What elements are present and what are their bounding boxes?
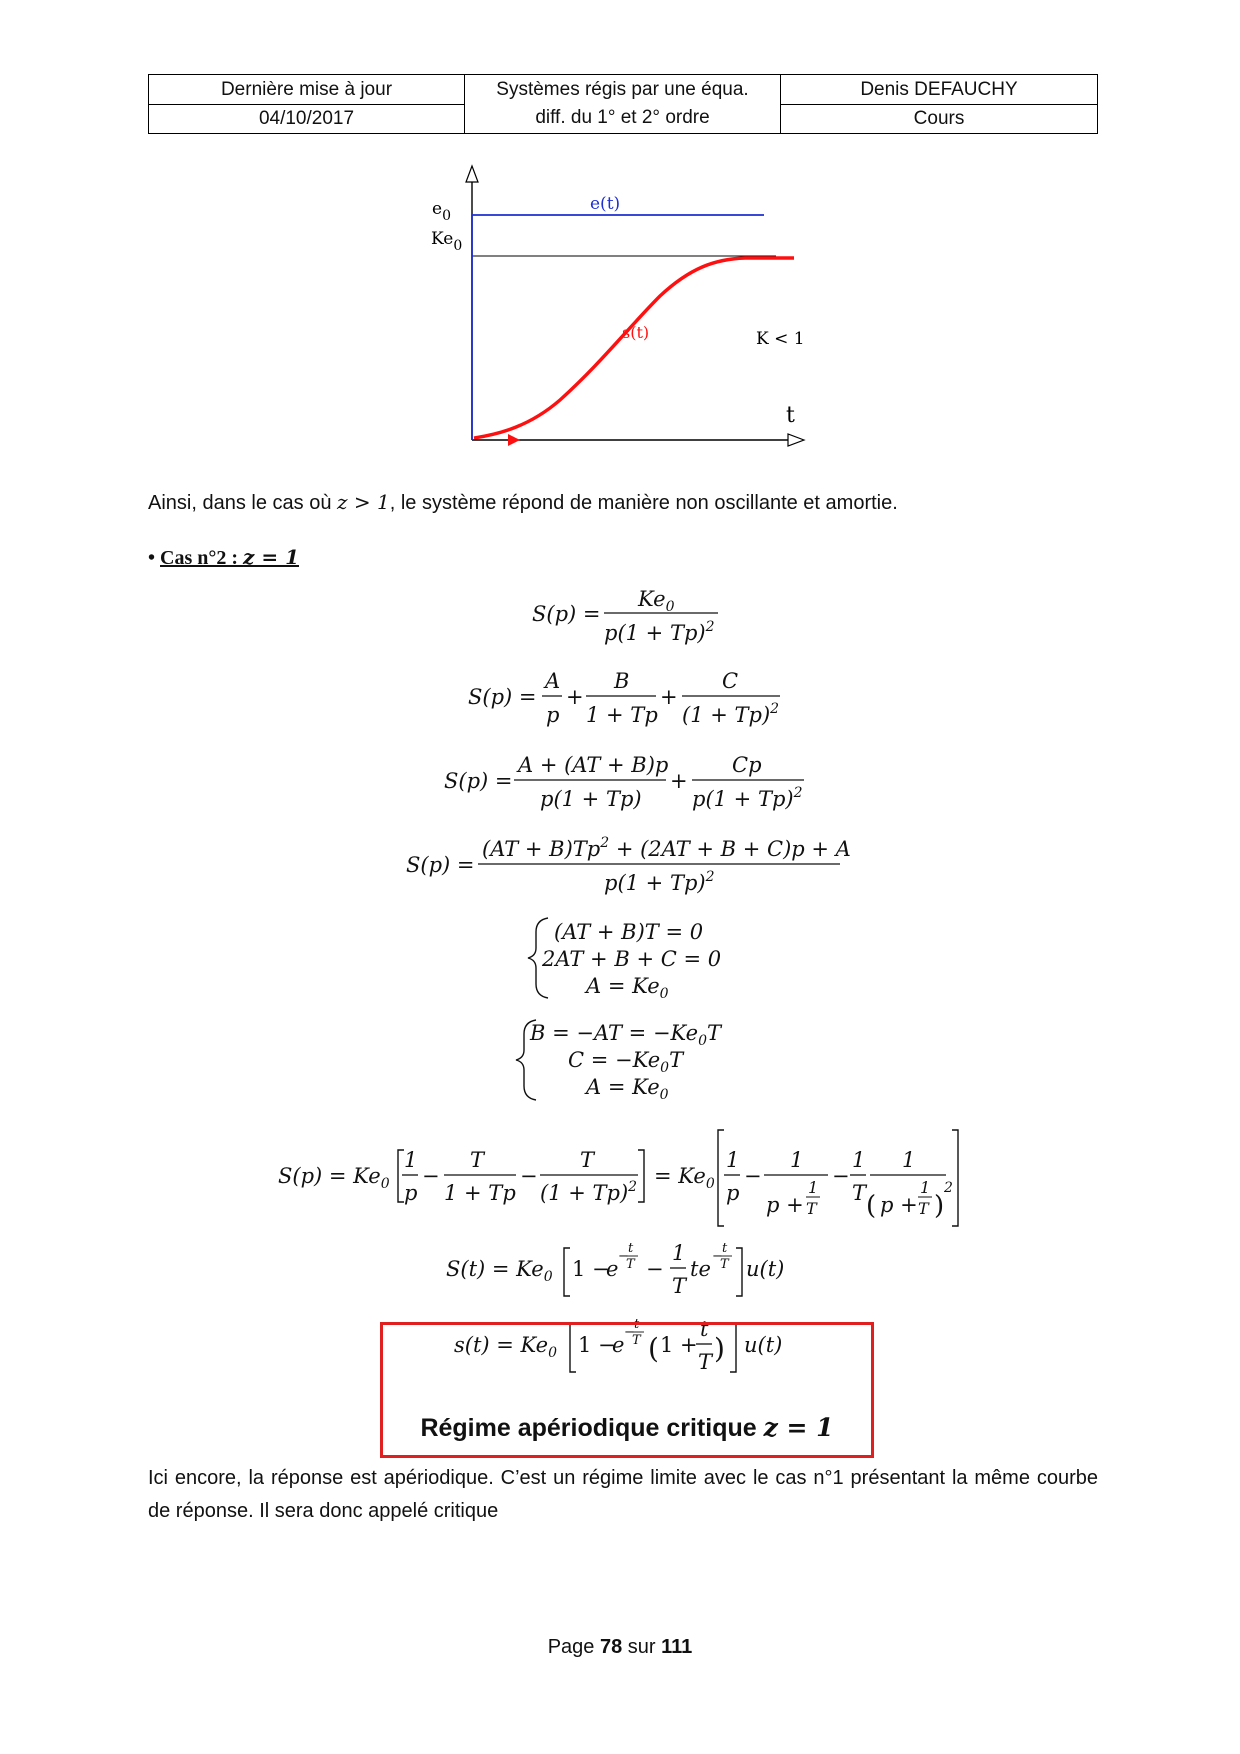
svg-text:−: − xyxy=(422,1164,440,1188)
svg-text:te: te xyxy=(690,1257,711,1281)
result-box xyxy=(380,1322,874,1458)
footer-prefix: Page xyxy=(547,1636,600,1658)
svg-text:u(t): u(t) xyxy=(744,1333,783,1357)
label-st: s(t) xyxy=(622,323,650,342)
svg-text:T: T xyxy=(806,1199,817,1218)
svg-text:): ) xyxy=(934,1191,945,1221)
author-name: Denis DEFAUCHY xyxy=(781,75,1097,105)
svg-text:S(p) =: S(p) = xyxy=(406,853,475,877)
svg-text:T: T xyxy=(470,1148,485,1172)
svg-text:t: t xyxy=(722,1241,728,1256)
svg-text:+: + xyxy=(670,769,688,793)
equation-1 xyxy=(532,587,718,645)
bullet-icon: • xyxy=(148,547,156,569)
svg-text:A: A xyxy=(545,669,561,693)
svg-text:p +: p + xyxy=(880,1193,918,1217)
update-label: Dernière mise à jour xyxy=(149,75,464,105)
page-footer xyxy=(0,1636,1240,1659)
svg-text:): ) xyxy=(714,1332,725,1365)
page-number: 78 xyxy=(599,1636,623,1658)
svg-text:B: B xyxy=(614,669,630,693)
conclusion-math: z > 1 xyxy=(337,490,390,514)
svg-text:2: 2 xyxy=(944,1180,953,1196)
system-2 xyxy=(516,1020,723,1103)
svg-text:−: − xyxy=(832,1164,850,1188)
svg-text:(AT + B)T = 0: (AT + B)T = 0 xyxy=(554,920,704,944)
equation-6 xyxy=(446,1241,784,1298)
svg-text:1: 1 xyxy=(852,1148,866,1172)
svg-text:p(1 + Tp)2: $p(1 + Tp)^2$ xyxy=(604,619,715,645)
svg-text:A = Ke0: $A = Ke_0$ xyxy=(586,974,669,1002)
svg-text:B = −AT = −Ke0T: $B = -AT = -Ke_0T$ xyxy=(530,1021,722,1049)
case-math: z = 1 xyxy=(243,545,299,569)
svg-text:T: T xyxy=(852,1181,867,1205)
document-type: Cours xyxy=(913,108,965,129)
title-line-2: diff. du 1° et 2° ordre xyxy=(535,107,710,128)
svg-text:S(p) = Ke0: $S(p) = Ke_0$ xyxy=(278,1164,390,1192)
svg-text:1: 1 xyxy=(920,1178,931,1197)
svg-text:1: 1 xyxy=(672,1241,686,1265)
svg-text:(1 + Tp)2: $(1 + Tp)^2$ xyxy=(540,1179,638,1205)
label-k: K < 1 xyxy=(756,329,805,349)
svg-text:(: ( xyxy=(648,1332,659,1365)
svg-text:1 −: 1 − xyxy=(572,1257,610,1281)
system-1 xyxy=(528,918,721,1002)
svg-text:1: 1 xyxy=(902,1148,916,1172)
svg-text:(1 + Tp)2: $(1 + Tp)^2$ xyxy=(682,701,780,727)
svg-text:T: T xyxy=(626,1257,635,1272)
svg-text:(: ( xyxy=(866,1191,877,1221)
svg-text:T: T xyxy=(632,1333,641,1348)
svg-text:S(p) =: S(p) = xyxy=(444,769,513,793)
equation-3 xyxy=(444,753,804,811)
label-e0: $e_0$ xyxy=(432,199,451,224)
svg-text:p(1 + Tp)2: $p(1 + Tp)^2$ xyxy=(692,785,803,811)
label-ke0: $Ke_0$ xyxy=(431,229,463,254)
svg-text:T: T xyxy=(580,1148,595,1172)
svg-text:Ke0: $Ke_0$ xyxy=(638,587,675,615)
svg-text:p +: p + xyxy=(766,1193,804,1217)
svg-text:(AT + B)Tp2 + (2AT + B + C)p +: $(AT + B)Tp^2 + (2AT + B + C)p + A$ xyxy=(482,835,851,861)
svg-text:−: − xyxy=(744,1164,762,1188)
equation-4 xyxy=(406,835,851,895)
svg-text:t: t xyxy=(700,1317,709,1341)
svg-text:1 −: 1 − xyxy=(578,1333,616,1357)
result-title-math: z = 1 xyxy=(763,1413,834,1442)
conclusion-suffix: , le système répond de manière non oscillante et amortie. xyxy=(389,492,898,514)
svg-text:p(1 + Tp): p(1 + Tp) xyxy=(540,787,642,811)
svg-text:T: T xyxy=(918,1199,929,1218)
svg-text:C: C xyxy=(722,669,739,693)
svg-text:1: 1 xyxy=(808,1178,819,1197)
case-label: Cas n°2 : xyxy=(160,547,244,569)
svg-text:+: + xyxy=(660,685,678,709)
equation-2 xyxy=(468,669,780,727)
closing-paragraph: Ici encore, la réponse est apériodique. C’est un régime limite avec le cas n°1 présentant la même courbe de réponse. Il sera donc appelé critique xyxy=(148,1467,1098,1522)
svg-text:T: T xyxy=(698,1350,713,1374)
footer-middle: sur xyxy=(622,1636,662,1658)
result-title xyxy=(383,1413,871,1443)
conclusion-prefix: Ainsi, dans le cas où xyxy=(148,492,337,514)
svg-text:S(p) =: S(p) = xyxy=(532,602,601,626)
svg-text:T: T xyxy=(720,1257,729,1272)
svg-text:p: p xyxy=(726,1181,740,1205)
svg-text:T: T xyxy=(672,1274,687,1298)
svg-text:p: p xyxy=(404,1181,418,1205)
update-date: 04/10/2017 xyxy=(258,108,355,129)
svg-text:+: + xyxy=(566,685,584,709)
page-total: 111 xyxy=(661,1636,693,1658)
svg-text:e: e xyxy=(612,1333,625,1357)
svg-text:u(t): u(t) xyxy=(746,1257,785,1281)
svg-text:1: 1 xyxy=(790,1148,804,1172)
svg-text:Cp: Cp xyxy=(732,753,762,777)
svg-text:1 + Tp: 1 + Tp xyxy=(586,703,658,727)
svg-text:−: − xyxy=(712,1249,723,1264)
result-title-text: Régime apériodique critique xyxy=(420,1414,764,1442)
svg-text:1: 1 xyxy=(404,1148,418,1172)
label-t: t xyxy=(786,403,795,428)
equation-5 xyxy=(278,1130,958,1226)
svg-text:e: e xyxy=(606,1257,619,1281)
svg-text:S(t) = Ke0: $S(t) = Ke_0$ xyxy=(446,1257,553,1285)
title-line-1: Systèmes régis par une équa. xyxy=(496,79,749,100)
svg-text:t: t xyxy=(628,1241,634,1256)
svg-text:C = −Ke0T: $C = -Ke_0T$ xyxy=(568,1048,684,1076)
svg-text:−: − xyxy=(646,1257,664,1281)
svg-text:−: − xyxy=(624,1325,635,1340)
svg-text:−: − xyxy=(520,1164,538,1188)
svg-text:1 + Tp: 1 + Tp xyxy=(444,1181,516,1205)
svg-text:−: − xyxy=(618,1249,629,1264)
svg-text:p(1 + Tp)2: $p(1 + Tp)^2$ xyxy=(604,869,715,895)
svg-text:1: 1 xyxy=(726,1148,740,1172)
svg-text:A + (AT + B)p: A + (AT + B)p xyxy=(518,753,669,777)
svg-text:S(p) =: S(p) = xyxy=(468,685,537,709)
label-et: e(t) xyxy=(590,194,621,214)
svg-text:A = Ke0: $A = Ke_0$ xyxy=(586,1075,669,1103)
svg-text:= Ke0: = $Ke_0$ xyxy=(654,1164,715,1192)
svg-text:s(t) = Ke0: $s(t) = Ke_0$ xyxy=(454,1333,558,1361)
svg-text:1 +: 1 + xyxy=(660,1333,698,1357)
svg-text:t: t xyxy=(634,1317,640,1332)
svg-text:p: p xyxy=(546,703,560,727)
svg-text:2AT + B + C = 0: 2AT + B + C = 0 xyxy=(542,947,722,971)
